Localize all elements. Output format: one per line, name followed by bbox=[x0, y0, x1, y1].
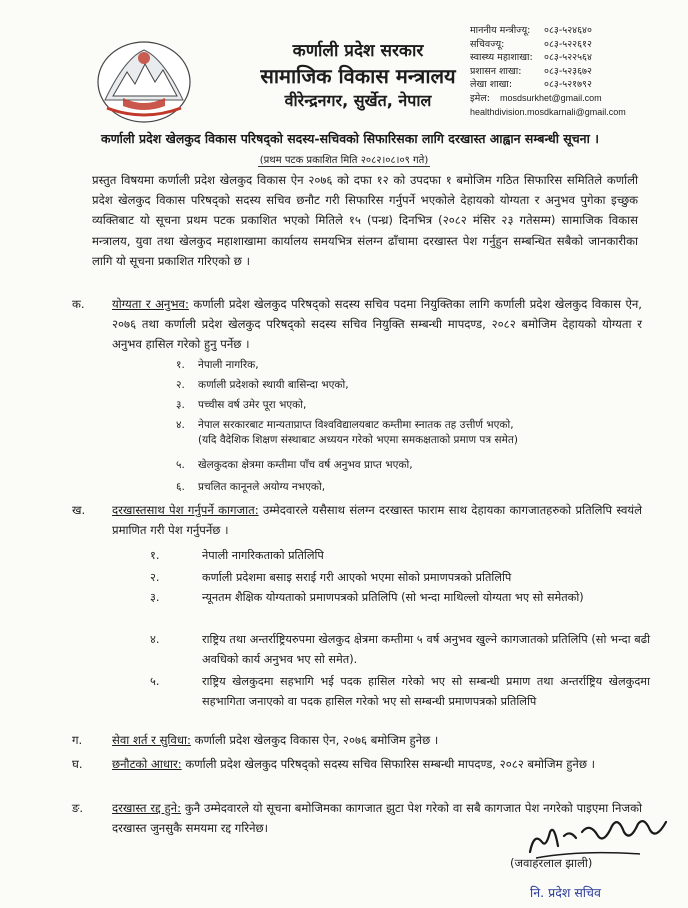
ministry-address: वीरेन्द्रनगर, सुर्खेत, नेपाल bbox=[284, 91, 432, 110]
list-item: ३. पच्चीस वर्ष उमेर पूरा भएको, bbox=[176, 399, 307, 411]
section-heading: छनौटको आधार: bbox=[112, 757, 182, 771]
contact-email: इमेल: mosdsurkhet@gmail.com bbox=[470, 92, 602, 104]
list-item: ४. नेपाल सरकारबाट मान्यताप्राप्त विश्वविद्यालयबाट कम्तीमा स्नातक तह उत्तीर्ण भएको, (यदि वैदेशिक शिक्षण संस्थाबाट अध्ययन गरेको भएमा समकक्षताको प्रमाण पत्र समेत) bbox=[176, 419, 518, 446]
section-heading: दरखास्तसाथ पेश गर्नुपर्ने कागजात: bbox=[112, 503, 259, 517]
signer-designation: नि. प्रदेश सचिव bbox=[530, 885, 601, 900]
contact-row: लेखा शाखा: ०८३-५२१७९२ bbox=[470, 79, 592, 91]
list-item: २. कर्णाली प्रदेशमा बसाइ सराई गरी आएको भएमा सोको प्रमाणपत्रको प्रतिलिपि bbox=[150, 571, 512, 584]
list-item-note: (यदि वैदेशिक शिक्षण संस्थाबाट अध्ययन गरेको भएमा समकक्षताको प्रमाण पत्र समेत) bbox=[198, 434, 518, 446]
list-item: ५. खेलकुदका क्षेत्रमा कम्तीमा पाँच वर्ष अनुभव प्राप्त भएको, bbox=[176, 459, 413, 471]
publish-date: (प्रथम पटक प्रकाशित मिति २०८२।०८।०९ गते) bbox=[259, 155, 429, 166]
ministry-name: सामाजिक विकास मन्त्रालय bbox=[260, 64, 456, 88]
section-qualification: क. योग्यता र अनुभव: कर्णाली प्रदेश खेलकुद परिषद्को सदस्य सचिव पदमा नियुक्तिका लागि कर्णाली प्रदेश खेलकुद विकास ऐन, २०७६ तथा कर्णाली प्रदेश खेलकुद परिषद्को सदस्य सचिव नियुक्ति सम्बन्धी मापदण्ड, २०८२ बमोजिम देहायको योग्यता र अनुभव हासिल गरेको हुनु पर्नेछ । bbox=[72, 297, 642, 351]
section-heading: योग्यता र अनुभव: bbox=[112, 297, 189, 311]
signer-name: (जवाहरलाल झाली) bbox=[510, 856, 593, 870]
contact-row: स्वास्थ्य महाशाखा: ०८३-५२२५६४ bbox=[470, 52, 592, 64]
nepal-government-emblem bbox=[95, 38, 193, 124]
contact-email-2: healthdivision.mosdkarnali@gmail.com bbox=[470, 106, 626, 117]
section-heading: सेवा शर्त र सुविधा: bbox=[112, 733, 191, 747]
contact-row: सचिवज्यू: ०८३-५२२६१२ bbox=[470, 38, 592, 50]
contact-row: माननीय मन्त्रीज्यू: ०८३-५२४६४० bbox=[470, 25, 592, 36]
list-item: ४. राष्ट्रिय तथा अन्तर्राष्ट्रियरुपमा खेलकुद क्षेत्रमा कम्तीमा ५ वर्ष अनुभव खुल्ने कागजातको प्रतिलिपि (सो भन्दा बढी अवधिको कार्य अनुभव भए सो समेत). bbox=[150, 633, 650, 666]
contact-row: प्रशासन शाखा: ०८३-५२३६७२ bbox=[470, 65, 592, 77]
section-heading: दरखास्त रद्द हुने: bbox=[112, 801, 182, 815]
list-item: १. नेपाली नागरिक, bbox=[176, 359, 259, 371]
contact-block bbox=[470, 24, 626, 119]
list-item: ६. प्रचलित कानूनले अयोग्य नभएको, bbox=[176, 481, 326, 493]
notice-title: कर्णाली प्रदेश खेलकुद विकास परिषद्को सदस्य-सचिवको सिफारिसका लागि दरखास्त आह्वान सम्बन्धी सूचना । bbox=[101, 131, 599, 146]
section-documents: ख. दरखास्तसाथ पेश गर्नुपर्ने कागजात: उम्मेदवारले यसैसाथ संलग्न दरखास्त फाराम साथ देहायका कागजातहरुको प्रतिलिपि स्वयंले प्रमाणित गरी पेश गर्नुपर्नेछ । bbox=[72, 503, 642, 537]
list-item: १. नेपाली नागरिकताको प्रतिलिपि bbox=[150, 549, 324, 562]
list-item: ३. न्यूनतम शैक्षिक योग्यताको प्रमाणपत्रको प्रतिलिपि (सो भन्दा माथिल्लो योग्यता भए सो समेतको) bbox=[150, 591, 584, 604]
intro-paragraph: प्रस्तुत विषयमा कर्णाली प्रदेश खेलकुद विकास ऐन २०७६ को दफा १२ को उपदफा १ बमोजिम गठित सिफारिस समितिले कर्णाली प्रदेश खेलकुद विकास परिषद्को सदस्य सचिव छनौट गरी सिफारिस गर्नुपर्ने भएकोले देहायको योग्यता र अनुभव पुगेका इच्छुक व्यक्तिबाट यो सूचना प्रथम पटक प्रकाशित भएको मितिले १५ (पन्ध्र) दिनभित्र (२०८२ मंसिर २३ गतेसम्म) सामाजिक विकास मन्त्रालय, युवा तथा खेलकुद महाशाखामा कार्यालय समयभित्र संलग्न ढाँचामा दरखास्त पेश गर्नुहुन सम्बन्धित सबैको जानकारीका लागि यो सूचना प्रकाशित गरिएको छ । bbox=[92, 173, 638, 268]
section-selection-basis: घ. छनौटको आधार: कर्णाली प्रदेश खेलकुद परिषद्को सदस्य सचिव सिफारिस सम्बन्धी मापदण्ड, २०८२ बमोजिम हुनेछ । bbox=[72, 757, 596, 771]
section-service-terms: ग. सेवा शर्त र सुविधा: कर्णाली प्रदेश खेलकुद विकास ऐन, २०७६ बमोजिम हुनेछ । bbox=[72, 733, 439, 747]
list-item: २. कर्णाली प्रदेशको स्थायी बासिन्दा भएको, bbox=[176, 379, 349, 391]
section-cancellation: ङ. दरखास्त रद्द हुने: कुनै उम्मेदवारले यो सूचना बमोजिमका कागजात झुटा पेश गरेको वा सबै कागजात पेश नगरेको पाइएमा निजको दरखास्त जुनसुकै समयमा रद्द गरिनेछ। bbox=[72, 801, 642, 835]
govt-name: कर्णाली प्रदेश सरकार bbox=[292, 41, 424, 61]
list-item: ५. राष्ट्रिय खेलकुदमा सहभागि भई पदक हासिल गरेको भए सो सम्बन्धी प्रमाण तथा अन्तर्राष्ट्रिय खेलकुदमा सहभागिता जनाएको वा पदक हासिल गरेको भए सो सम्बन्धी प्रमाणपत्रको प्रतिलिपि bbox=[150, 675, 650, 708]
